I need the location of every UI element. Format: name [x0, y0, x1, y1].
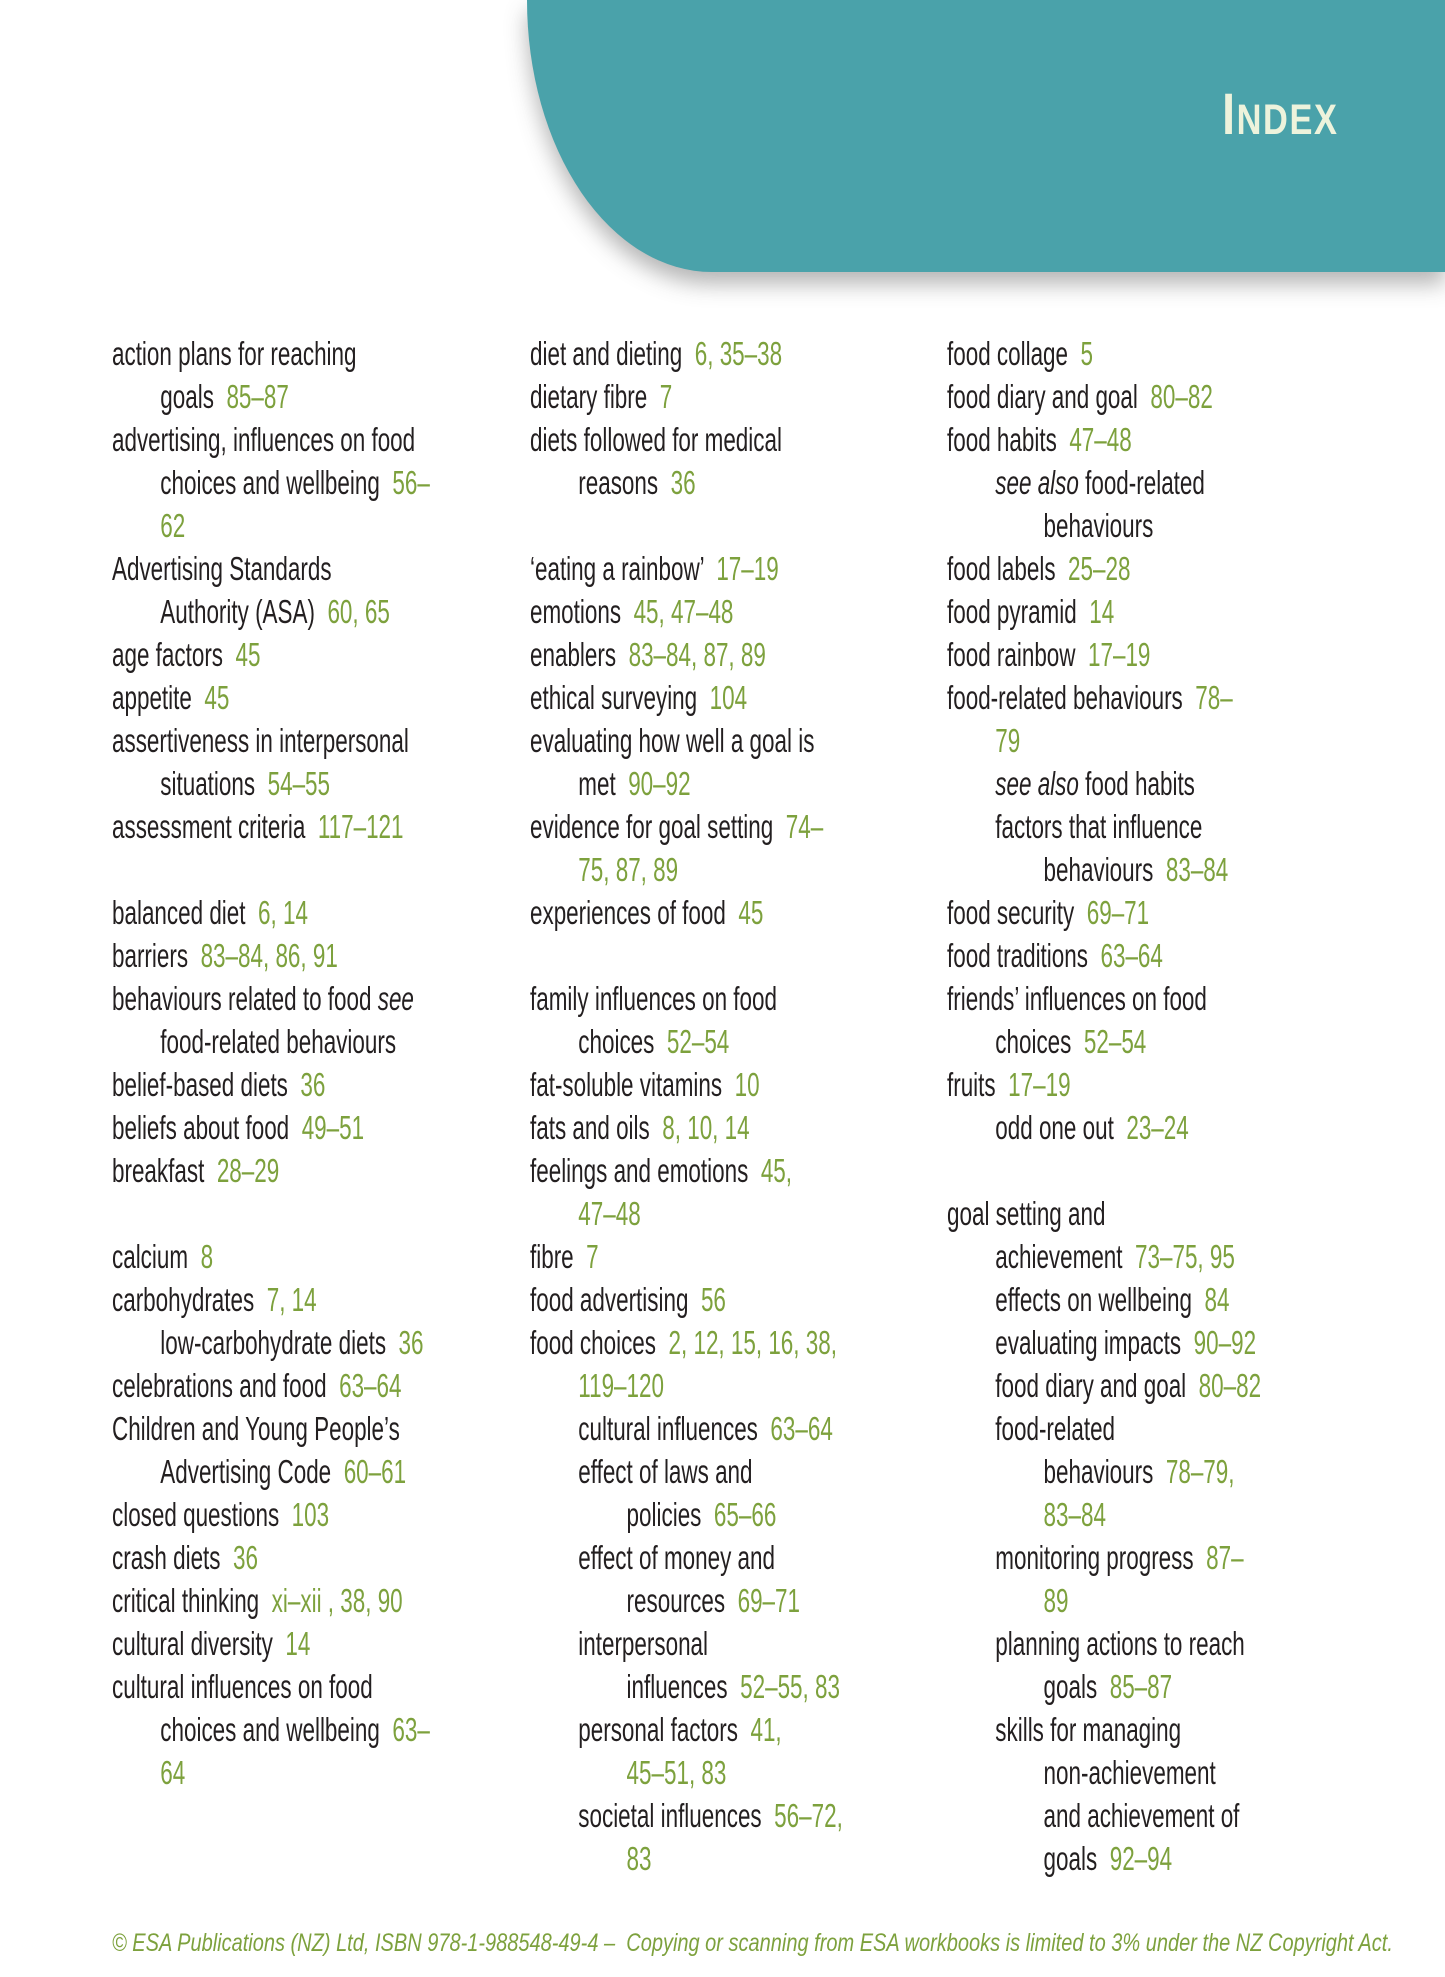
entry-text: personal factors	[578, 1711, 738, 1748]
index-line	[112, 1536, 520, 1579]
page-ref: 45	[738, 894, 764, 931]
index-line	[947, 1235, 1355, 1278]
index-line	[947, 1192, 1355, 1235]
page-ref: 103	[291, 1496, 330, 1533]
page-ref: 36	[233, 1539, 258, 1576]
index-line	[530, 1063, 938, 1106]
index-line	[530, 1020, 938, 1063]
index-line	[530, 1837, 938, 1880]
index-line	[947, 848, 1355, 891]
page-ref: 25–28	[1068, 550, 1131, 587]
page-ref: 92–94	[1109, 1840, 1173, 1877]
page-ref: 45, 47–48	[633, 593, 734, 630]
entry-text: odd one out	[995, 1109, 1114, 1146]
index-line	[530, 1235, 938, 1278]
page-ref: 2, 12, 15, 16, 38,	[668, 1324, 837, 1361]
entry-text: food-related behaviours	[160, 1023, 397, 1060]
page-ref: 14	[1089, 593, 1115, 630]
index-line	[530, 547, 938, 590]
page-ref: 75, 87, 89	[578, 851, 679, 888]
page-ref: 74–	[785, 808, 824, 845]
index-line	[947, 375, 1355, 418]
index-line	[112, 891, 520, 934]
entry-text: Advertising Standards	[112, 550, 332, 587]
page-ref: 41,	[750, 1711, 782, 1748]
entry-text: food security	[947, 894, 1075, 931]
entry-text: cultural diversity	[112, 1625, 273, 1662]
index-line	[947, 977, 1355, 1020]
entry-text: goals	[1043, 1668, 1098, 1705]
index-line	[947, 590, 1355, 633]
index-line	[112, 590, 520, 633]
index-line	[530, 1579, 938, 1622]
page-ref: 56–	[392, 464, 430, 501]
index-column-3	[947, 332, 1445, 1880]
page-ref: 56–72,	[774, 1797, 843, 1834]
entry-text: food diary and goal	[995, 1367, 1187, 1404]
page-ref: 63–64	[770, 1410, 833, 1447]
page-ref: 56	[700, 1281, 726, 1318]
entry-text: closed questions	[112, 1496, 280, 1533]
entry-text: effect of money and	[578, 1539, 775, 1576]
index-line	[112, 633, 520, 676]
entry-text: Children and Young People’s	[112, 1410, 400, 1447]
index-line	[947, 1364, 1355, 1407]
entry-text: and achievement of	[1043, 1797, 1240, 1834]
index-line	[112, 1321, 520, 1364]
page-ref: 80–82	[1150, 378, 1213, 415]
index-line	[947, 934, 1355, 977]
index-line	[112, 1106, 520, 1149]
entry-text: situations	[160, 765, 256, 802]
page-ref: 45,	[760, 1152, 793, 1189]
entry-text: policies	[626, 1496, 702, 1533]
page-ref: 49–51	[301, 1109, 365, 1146]
index-line	[947, 1665, 1355, 1708]
entry-text: emotions	[530, 593, 622, 630]
entry-text: met	[578, 765, 616, 802]
entry-text: monitoring progress	[995, 1539, 1194, 1576]
index-line	[530, 891, 938, 934]
index-line	[112, 1450, 520, 1493]
entry-text: breakfast	[112, 1152, 205, 1189]
entry-text: fats and oils	[530, 1109, 650, 1146]
page-ref: 83–84	[1043, 1496, 1106, 1533]
index-line	[947, 1622, 1355, 1665]
index-line	[112, 1407, 520, 1450]
index-gap	[530, 934, 938, 977]
page-ref: 85–87	[226, 378, 289, 415]
page-ref: 78–79,	[1165, 1453, 1235, 1490]
entry-text: ethical surveying	[530, 679, 698, 716]
page-ref: 17–19	[716, 550, 779, 587]
index-gap	[112, 848, 520, 891]
entry-text: interpersonal	[578, 1625, 709, 1662]
page-ref: 69–71	[737, 1582, 801, 1619]
entry-text: planning actions to reach	[995, 1625, 1245, 1662]
index-line	[947, 504, 1355, 547]
entry-text: ‘eating a rainbow’	[530, 550, 704, 587]
entry-text: cultural influences on food	[112, 1668, 373, 1705]
page-title-initial: I	[1222, 82, 1238, 147]
entry-text: fat-soluble vitamins	[530, 1066, 723, 1103]
entry-text: barriers	[112, 937, 189, 974]
page-ref: 79	[995, 722, 1021, 759]
entry-text: assessment criteria	[112, 808, 306, 845]
entry-text: age factors	[112, 636, 224, 673]
page-ref: 78–	[1195, 679, 1233, 716]
index-line	[530, 1708, 938, 1751]
page-ref: 65–66	[713, 1496, 777, 1533]
entry-text: beliefs about food	[112, 1109, 290, 1146]
index-line	[112, 1235, 520, 1278]
index-line	[947, 1321, 1355, 1364]
entry-text: family influences on food	[530, 980, 777, 1017]
page-ref: 7	[659, 378, 673, 415]
index-line	[112, 676, 520, 719]
index-line	[947, 1794, 1355, 1837]
page-ref: 60–61	[343, 1453, 407, 1490]
page-ref: 17–19	[1008, 1066, 1071, 1103]
page-ref: 87–	[1206, 1539, 1244, 1576]
index-line	[530, 1149, 938, 1192]
index-line	[112, 1364, 520, 1407]
index-line	[112, 1149, 520, 1192]
index-line	[947, 1106, 1355, 1149]
page-ref: 83–84	[1165, 851, 1229, 888]
page-ref: 63–	[392, 1711, 430, 1748]
page-ref: xi–xii , 38, 90	[271, 1582, 403, 1619]
page-ref: 63–64	[1100, 937, 1163, 974]
entry-text: evaluating impacts	[995, 1324, 1182, 1361]
index-line	[112, 547, 520, 590]
entry-text: enablers	[530, 636, 617, 673]
entry-text: fruits	[947, 1066, 996, 1103]
entry-text: behaviours	[1043, 851, 1154, 888]
entry-text: societal influences	[578, 1797, 762, 1834]
index-line	[530, 1321, 938, 1364]
index-line	[530, 1536, 938, 1579]
index-line	[947, 1063, 1355, 1106]
entry-text: food rainbow	[947, 636, 1076, 673]
page-ref: 63–64	[339, 1367, 402, 1404]
index-line	[530, 676, 938, 719]
index-line	[530, 418, 938, 461]
entry-text: food traditions	[947, 937, 1088, 974]
index-line	[530, 1278, 938, 1321]
page-ref: 90–92	[628, 765, 691, 802]
page-ref: 10	[734, 1066, 760, 1103]
entry-text: cultural influences	[578, 1410, 758, 1447]
index-line	[947, 418, 1355, 461]
index-line	[112, 805, 520, 848]
entry-text: diet and dieting	[530, 335, 683, 372]
page-ref: 85–87	[1109, 1668, 1173, 1705]
page-ref: 52–54	[666, 1023, 730, 1060]
page-title-rest: NDEX	[1237, 96, 1339, 144]
page-ref: 8, 10, 14	[662, 1109, 750, 1146]
index-line	[112, 1665, 520, 1708]
page-ref: 90–92	[1193, 1324, 1257, 1361]
entry-text: influences	[626, 1668, 728, 1705]
index-line	[112, 1751, 520, 1794]
entry-text: food advertising	[530, 1281, 689, 1318]
entry-text: behaviours	[1043, 507, 1154, 544]
index-line	[530, 1794, 938, 1837]
index-line	[947, 461, 1355, 504]
index-line	[947, 1579, 1355, 1622]
index-line	[112, 1708, 520, 1751]
page-ref: 6, 35–38	[694, 335, 783, 372]
index-line	[112, 1063, 520, 1106]
entry-text: choices	[995, 1023, 1072, 1060]
entry-text: choices and wellbeing	[160, 1711, 380, 1748]
entry-text: food habits	[1085, 765, 1195, 802]
index-line	[947, 805, 1355, 848]
index-gap	[530, 504, 938, 547]
index-line	[112, 762, 520, 805]
index-line	[530, 848, 938, 891]
page-ref: 6, 14	[258, 894, 308, 931]
page-ref: 8	[200, 1238, 214, 1275]
entry-text: food-related	[995, 1410, 1116, 1447]
index-gap	[947, 1149, 1355, 1192]
page-ref: 14	[285, 1625, 311, 1662]
entry-text: fibre	[530, 1238, 574, 1275]
page-ref: 83–84, 87, 89	[628, 636, 766, 673]
index-line	[530, 1751, 938, 1794]
page-ref: 62	[160, 507, 186, 544]
entry-text: advertising, influences on food	[112, 421, 416, 458]
index-line	[947, 719, 1355, 762]
entry-text: experiences of food	[530, 894, 726, 931]
page-ref: 45–51, 83	[626, 1754, 727, 1791]
index-line	[947, 332, 1355, 375]
index-line	[530, 805, 938, 848]
index-line	[530, 977, 938, 1020]
index-line	[112, 375, 520, 418]
index-gap	[112, 1192, 520, 1235]
page-ref: 36	[300, 1066, 326, 1103]
index-line	[530, 332, 938, 375]
index-line	[112, 934, 520, 977]
page-ref: 7, 14	[266, 1281, 317, 1318]
entry-text: appetite	[112, 679, 192, 716]
page-ref: 73–75, 95	[1135, 1238, 1235, 1275]
page-ref: 45	[235, 636, 261, 673]
index-line	[530, 1665, 938, 1708]
entry-text: evidence for goal setting	[530, 808, 774, 845]
index-line	[112, 332, 520, 375]
entry-text: diets followed for medical	[530, 421, 782, 458]
page-ref: 23–24	[1126, 1109, 1189, 1146]
page-ref: 83–84, 86, 91	[200, 937, 338, 974]
cross-ref: see also	[995, 765, 1079, 802]
page-ref: 60, 65	[327, 593, 390, 630]
page-ref: 52–55, 83	[740, 1668, 840, 1705]
index-line	[530, 1407, 938, 1450]
index-line	[947, 1708, 1355, 1751]
entry-text: choices and wellbeing	[160, 464, 380, 501]
index-line	[530, 719, 938, 762]
entry-text: food labels	[947, 550, 1056, 587]
index-line	[947, 1751, 1355, 1794]
page-ref: 7	[586, 1238, 599, 1275]
entry-text: food-related behaviours	[947, 679, 1183, 716]
index-line	[947, 1450, 1355, 1493]
index-line	[530, 762, 938, 805]
entry-text: calcium	[112, 1238, 189, 1275]
entry-text: effects on wellbeing	[995, 1281, 1192, 1318]
page-ref: 47–48	[1069, 421, 1132, 458]
entry-text: critical thinking	[112, 1582, 260, 1619]
index-line	[112, 418, 520, 461]
entry-text: goal setting and	[947, 1195, 1106, 1232]
entry-text: celebrations and food	[112, 1367, 327, 1404]
index-line	[947, 633, 1355, 676]
index-line	[947, 676, 1355, 719]
entry-text: crash diets	[112, 1539, 221, 1576]
page-ref: 80–82	[1198, 1367, 1262, 1404]
index-line	[947, 1278, 1355, 1321]
page-ref: 69–71	[1086, 894, 1150, 931]
index-line	[112, 1579, 520, 1622]
entry-text: food pyramid	[947, 593, 1077, 630]
entry-text: balanced diet	[112, 894, 246, 931]
page-ref: 83	[626, 1840, 652, 1877]
page-ref: 117–121	[317, 808, 404, 845]
page-ref: 89	[1043, 1582, 1069, 1619]
index-line	[530, 375, 938, 418]
entry-text: choices	[578, 1023, 655, 1060]
index-line	[112, 1278, 520, 1321]
entry-text: non-achievement	[1043, 1754, 1216, 1791]
page-ref: 84	[1204, 1281, 1230, 1318]
index-line	[947, 1837, 1355, 1880]
entry-text: Authority (ASA)	[160, 593, 315, 630]
entry-text: food choices	[530, 1324, 657, 1361]
index-line	[947, 762, 1355, 805]
footer-copyright: © ESA Publications (NZ) Ltd, ISBN 978-1-988548-49-4 – Copying or scanning from ESA workbooks is limited to 3% under the NZ Copyright Act.	[112, 1929, 1393, 1957]
page-ref: 36	[670, 464, 696, 501]
cross-ref: see	[377, 980, 414, 1017]
page-ref: 54–55	[267, 765, 331, 802]
entry-text: carbohydrates	[112, 1281, 255, 1318]
page-ref: 17–19	[1088, 636, 1151, 673]
entry-text: action plans for reaching	[112, 335, 357, 372]
index-line	[112, 977, 520, 1020]
page-title	[1222, 82, 1339, 147]
index-line	[112, 461, 520, 504]
index-line	[112, 1020, 520, 1063]
page-ref: 28–29	[216, 1152, 280, 1189]
index-line	[112, 504, 520, 547]
entry-text: goals	[1043, 1840, 1098, 1877]
entry-text: belief-based diets	[112, 1066, 288, 1103]
page-ref: 5	[1080, 335, 1094, 372]
entry-text: effect of laws and	[578, 1453, 753, 1490]
entry-text: feelings and emotions	[530, 1152, 749, 1189]
entry-text: skills for managing	[995, 1711, 1182, 1748]
page-ref: 104	[709, 679, 748, 716]
cross-ref: see also	[995, 464, 1079, 501]
entry-text: friends’ influences on food	[947, 980, 1207, 1017]
index-line	[947, 1020, 1355, 1063]
entry-text: behaviours related to food	[112, 980, 372, 1017]
entry-text: food-related	[1085, 464, 1205, 501]
index-line	[530, 1106, 938, 1149]
entry-text: food habits	[947, 421, 1057, 458]
entry-text: resources	[626, 1582, 726, 1619]
index-line	[112, 1622, 520, 1665]
index-line	[530, 1192, 938, 1235]
entry-text: goals	[160, 378, 214, 415]
entry-text: food diary and goal	[947, 378, 1138, 415]
page-ref: 119–120	[578, 1367, 664, 1404]
entry-text: factors that influence	[995, 808, 1203, 845]
entry-text: evaluating how well a goal is	[530, 722, 815, 759]
index-line	[112, 1493, 520, 1536]
index-line	[947, 1536, 1355, 1579]
entry-text: dietary fibre	[530, 378, 648, 415]
entry-text: low-carbohydrate diets	[160, 1324, 387, 1361]
entry-text: behaviours	[1043, 1453, 1154, 1490]
entry-text: reasons	[578, 464, 659, 501]
index-line	[530, 1622, 938, 1665]
index-line	[530, 1493, 938, 1536]
entry-text: assertiveness in interpersonal	[112, 722, 409, 759]
entry-text: Advertising Code	[160, 1453, 332, 1490]
index-line	[947, 1407, 1355, 1450]
index-line	[530, 590, 938, 633]
page-ref: 36	[398, 1324, 424, 1361]
page-ref: 64	[160, 1754, 186, 1791]
entry-text: achievement	[995, 1238, 1123, 1275]
index-line	[530, 461, 938, 504]
page-ref: 52–54	[1083, 1023, 1147, 1060]
index-line	[947, 891, 1355, 934]
index-line	[530, 633, 938, 676]
index-line	[530, 1364, 938, 1407]
index-line	[112, 719, 520, 762]
page-ref: 47–48	[578, 1195, 641, 1232]
index-line	[947, 547, 1355, 590]
index-line	[530, 1450, 938, 1493]
index-line	[947, 1493, 1355, 1536]
entry-text: food collage	[947, 335, 1069, 372]
page-ref: 45	[204, 679, 230, 716]
